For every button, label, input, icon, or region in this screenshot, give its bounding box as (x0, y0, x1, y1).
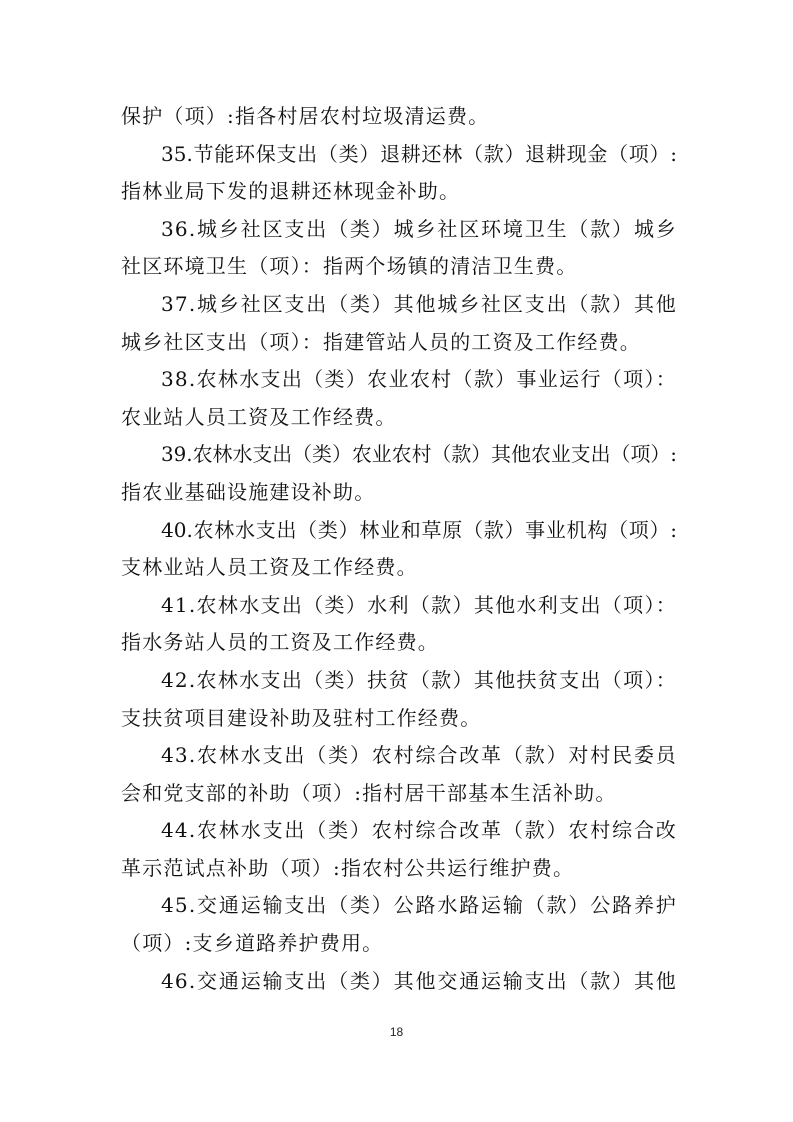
text-line: 38.农林水支出（类）农业农村（款）事业运行（项）： (161, 367, 677, 392)
text-line: 42.农林水支出（类）扶贫（款）其他扶贫支出（项）： (161, 667, 677, 692)
text-line: 40.农林水支出（类）林业和草原（款）事业机构（项）: (161, 517, 677, 542)
text-line: 指林业局下发的退耕还林现金补助。 (121, 179, 461, 204)
text-line: 37.城乡社区支出（类）其他城乡社区支出（款）其他 (161, 291, 677, 316)
text-line: 36.城乡社区支出（类）城乡社区环境卫生（款）城乡 (161, 216, 677, 241)
text-line: 41.农林水支出（类）水利（款）其他水利支出（项）： (161, 592, 677, 617)
text-line: 社区环境卫生（项）：指两个场镇的清洁卫生费。 (121, 254, 578, 279)
text-line: 45.交通运输支出（类）公路水路运输（款）公路养护 (161, 893, 677, 918)
text-line: 保护（项）:指各村居农村垃圾清运费。 (121, 104, 490, 128)
text-line: （项）:支乡道路养护费用。 (121, 931, 384, 956)
text-line: 44.农林水支出（类）农村综合改革（款）农村综合改 (161, 818, 677, 843)
text-line: 46.交通运输支出（类）其他交通运输支出（款）其他 (161, 968, 677, 993)
page-number: 18 (389, 1025, 404, 1039)
text-line: 农业站人员工资及工作经费。 (121, 404, 397, 429)
text-line: 指水务站人员的工资及工作经费。 (121, 630, 439, 655)
document-body (121, 98, 677, 1000)
text-line: 城乡社区支出（项）：指建管站人员的工资及工作经费。 (121, 329, 641, 354)
text-line: 39.农林水支出（类）农业农村（款）其他农业支出（项）: (161, 443, 677, 467)
text-line: 支林业站人员工资及工作经费。 (121, 555, 418, 580)
text-line: 会和党支部的补助（项）:指村居干部基本生活补助。 (121, 780, 617, 805)
text-line: 43.农林水支出（类）农村综合改革（款）对村民委员 (161, 743, 677, 768)
text-line: 革示范试点补助（项）:指农村公共运行维护费。 (121, 855, 575, 880)
text-line: 支扶贫项目建设补助及驻村工作经费。 (121, 705, 482, 730)
text-line: 35.节能环保支出（类）退耕还林（款）退耕现金（项）: (161, 141, 677, 166)
text-line: 指农业基础设施建设补助。 (121, 479, 376, 504)
